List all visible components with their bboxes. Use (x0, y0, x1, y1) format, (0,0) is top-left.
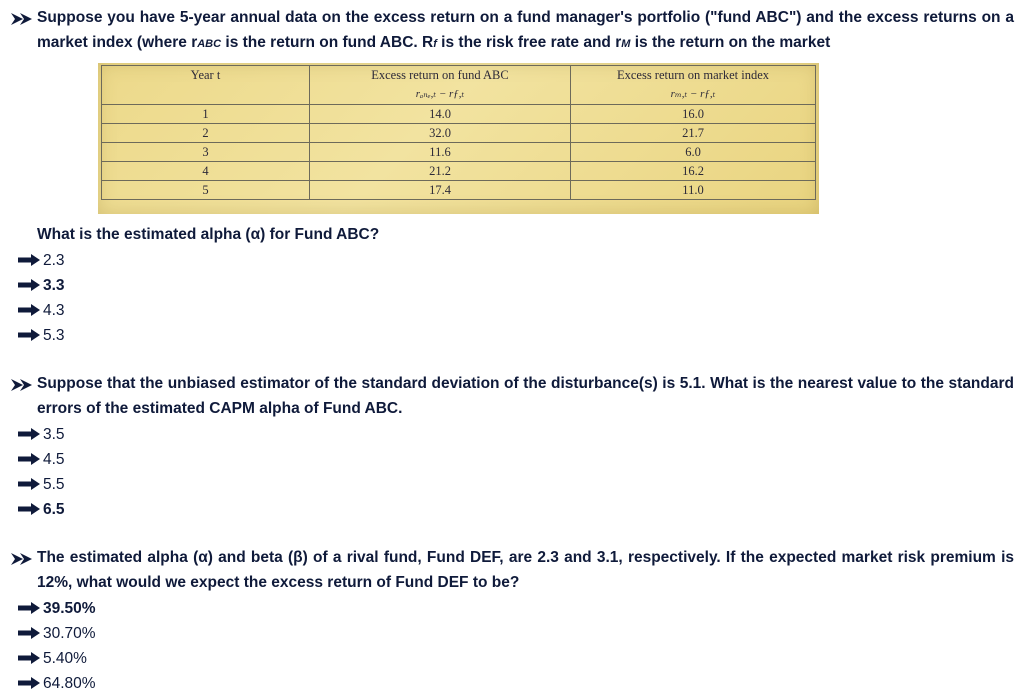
q3-option-4[interactable]: 64.80% (18, 674, 96, 694)
q1-option-2[interactable]: 3.3 (18, 276, 65, 296)
arrow-right-icon (18, 329, 40, 341)
arrow-right-icon (18, 627, 40, 639)
data-table (101, 65, 816, 200)
bullet-arrow-icon (11, 13, 35, 25)
question-2 (0, 372, 1024, 421)
data-table-image (98, 63, 819, 214)
question-1 (0, 6, 1024, 56)
question-2-text: Suppose that the unbiased estimator of the standard deviation of the disturbance(s) is 5.1. What is the nearest value to the standard errors of the estimated CAPM alpha of Fund ABC. (0, 372, 1024, 421)
question-3 (0, 546, 1024, 595)
q2-option-2[interactable]: 4.5 (18, 450, 65, 470)
arrow-right-icon (18, 453, 40, 465)
arrow-right-icon (18, 478, 40, 490)
q3-option-1[interactable]: 39.50% (18, 599, 96, 619)
col-year-header: Year t (102, 66, 310, 105)
table-row: 2 32.0 21.7 (102, 124, 816, 143)
arrow-right-icon (18, 279, 40, 291)
table-row: 1 14.0 16.0 (102, 105, 816, 124)
col-abc-header: Excess return on fund ABC rₐₙₑ,ₜ − rƒ,ₜ (310, 66, 571, 105)
arrow-right-icon (18, 428, 40, 440)
q3-option-2[interactable]: 30.70% (18, 624, 96, 644)
q1-option-1[interactable]: 2.3 (18, 251, 65, 271)
q1-option-4[interactable]: 5.3 (18, 326, 65, 346)
bullet-arrow-icon (11, 379, 35, 391)
table-row: 3 11.6 6.0 (102, 143, 816, 162)
arrow-right-icon (18, 652, 40, 664)
arrow-right-icon (18, 304, 40, 316)
table-row: 5 17.4 11.0 (102, 181, 816, 200)
question-3-text: The estimated alpha (α) and beta (β) of a rival fund, Fund DEF, are 2.3 and 3.1, respectively. If the expected market risk premium is 12%, what would we expect the excess return of Fund DEF to be? (0, 546, 1024, 595)
table-row: 4 21.2 16.2 (102, 162, 816, 181)
q3-option-3[interactable]: 5.40% (18, 649, 87, 669)
question-1-prompt: What is the estimated alpha (α) for Fund ABC? (37, 226, 380, 243)
arrow-right-icon (18, 503, 40, 515)
q2-option-4[interactable]: 6.5 (18, 500, 65, 520)
question-1-text: Suppose you have 5-year annual data on the excess return on a fund manager's portfolio ("fund ABC") and the excess returns on a market index (where rABC is the return on fund ABC. Rf is the risk free rate and rM is the return on the market (0, 6, 1024, 56)
q2-option-1[interactable]: 3.5 (18, 425, 65, 445)
arrow-right-icon (18, 602, 40, 614)
q2-option-3[interactable]: 5.5 (18, 475, 65, 495)
q1-option-3[interactable]: 4.3 (18, 301, 65, 321)
bullet-arrow-icon (11, 553, 35, 565)
arrow-right-icon (18, 677, 40, 689)
col-market-header: Excess return on market index rₘ,ₜ − rƒ,ₜ (571, 66, 816, 105)
arrow-right-icon (18, 254, 40, 266)
